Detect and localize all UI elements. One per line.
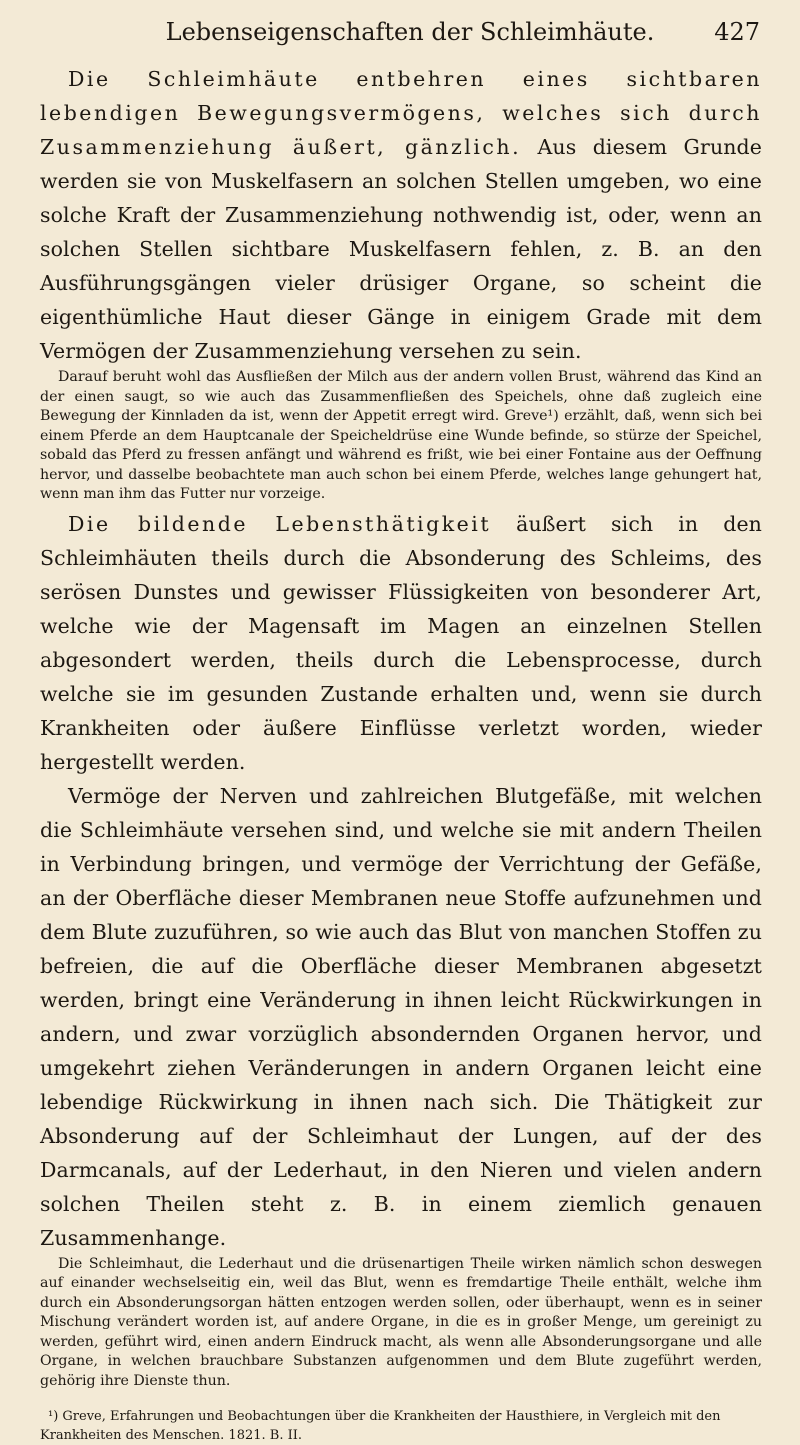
paragraph-lead-emphasis: Die bildende Lebensthätigkeit	[68, 511, 492, 536]
running-title: Lebenseigenschaften der Schleimhäute.	[165, 18, 655, 46]
page-number: 427	[714, 18, 760, 46]
paragraph-nerves-vessels: Vermöge der Nerven und zahlreichen Blutgefäße, mit welchen die Schleimhäute versehen sind, und welche sie mit andern Theilen in Verbindung bringen, und vermöge der Verrichtung der Gefäße, an der Oberfläche dieser Membranen neue Stoffe aufzunehmen und dem Blute zuzuführen, so wie auch das Blut von manchen Stoffen zu befreien, die auf die Oberfläche dieser Membranen abgesetzt werden, bringt eine Veränderung in ihnen leicht Rückwirkungen in andern, und zwar vorzüglich absondernden Organen hervor, und umgekehrt ziehen Veränderungen in andern Organen leicht eine lebendige Rückwirkung in ihnen nach sich. Die Thätigkeit zur Absonderung auf der Schleimhaut der Lungen, auf der des Darmcanals, auf der Lederhaut, in den Nieren und vielen andern solchen Theilen steht z. B. in einem ziemlich genauen Zusammenhange.	[40, 783, 762, 1250]
paragraph-lead-emphasis: Die Schleimhäute entbehren eines sichtbaren lebendigen Bewegungsvermögens, welches sich durch Zusammenziehung äußert, gänzlich.	[40, 67, 762, 159]
running-header	[60, 14, 760, 54]
paragraph-formative-activity	[40, 507, 762, 779]
paragraph-text: Aus diesem Grunde werden sie von Muskelfasern an solchen Stellen umgeben, wo eine solche Kraft der Zusammenziehung nothwendig ist, oder, wenn an solchen Stellen sichtbare Muskelfasern fehlen, z. B. an den Ausführungsgängen vieler drüsiger Organe, so scheint die eigenthümliche Haut dieser Gänge in einigem Grade mit dem Vermögen der Zusammenziehung versehen zu sein.	[40, 135, 762, 363]
note-mutual-influence: Die Schleimhaut, die Lederhaut und die drüsenartigen Theile wirken nämlich schon deswegen auf einander wechselseitig ein, weil das Blut, wenn es fremdartige Theile enthält, welche ihm durch ein Absonderungsorgan hätten entzogen werden sollen, oder überhaupt, wenn es in seiner Mischung verändert worden ist, auf andere Organe, in die es in großer Menge, um gereinigt zu werden, geführt wird, einen andern Eindruck macht, als wenn alle Absonderungsorgane und alle Organe, in welchen brauchbare Substanzen aufgenommen und dem Blute zugeführt werden, gehörig ihre Dienste thun.	[40, 1255, 762, 1389]
note-milk-saliva: Darauf beruht wohl das Ausfließen der Milch aus der andern vollen Brust, während das Kind an der einen saugt, so wie auch das Zusammenfließen des Speichels, ohne daß zugleich eine Bewegung der Kinnladen da ist, wenn der Appetit erregt wird. Greve¹) erzählt, daß, wenn sich bei einem Pferde an dem Hauptcanale der Speicheldrüse eine Wunde befinde, so stürze der Speichel, sobald das Pferd zu fressen anfängt und während es frißt, wie bei einer Fontaine aus der Oeffnung hervor, und dasselbe beobachtete man auch schon bei einem Pferde, welches lange gehungert hat, wenn man ihm das Futter nur vorzeige.	[40, 369, 762, 502]
page-body	[40, 62, 762, 1445]
footnote: ¹) Greve, Erfahrungen und Beobachtungen über die Krankheiten der Hausthiere, in Vergleich mit den Krankheiten des Menschen. 1821. B. II.	[40, 1409, 721, 1443]
paragraph-contractility	[40, 62, 762, 368]
paragraph-text: äußert sich in den Schleimhäuten theils durch die Absonderung des Schleims, des serösen Dunstes und gewisser Flüssigkeiten von besonderer Art, welche wie der Magensaft im Magen an einzelnen Stellen abgesondert werden, theils durch die Lebensprocesse, durch welche sie im gesunden Zustande erhalten und, wenn sie durch Krankheiten oder äußere Einflüsse verletzt worden, wieder hergestellt werden.	[40, 511, 762, 774]
